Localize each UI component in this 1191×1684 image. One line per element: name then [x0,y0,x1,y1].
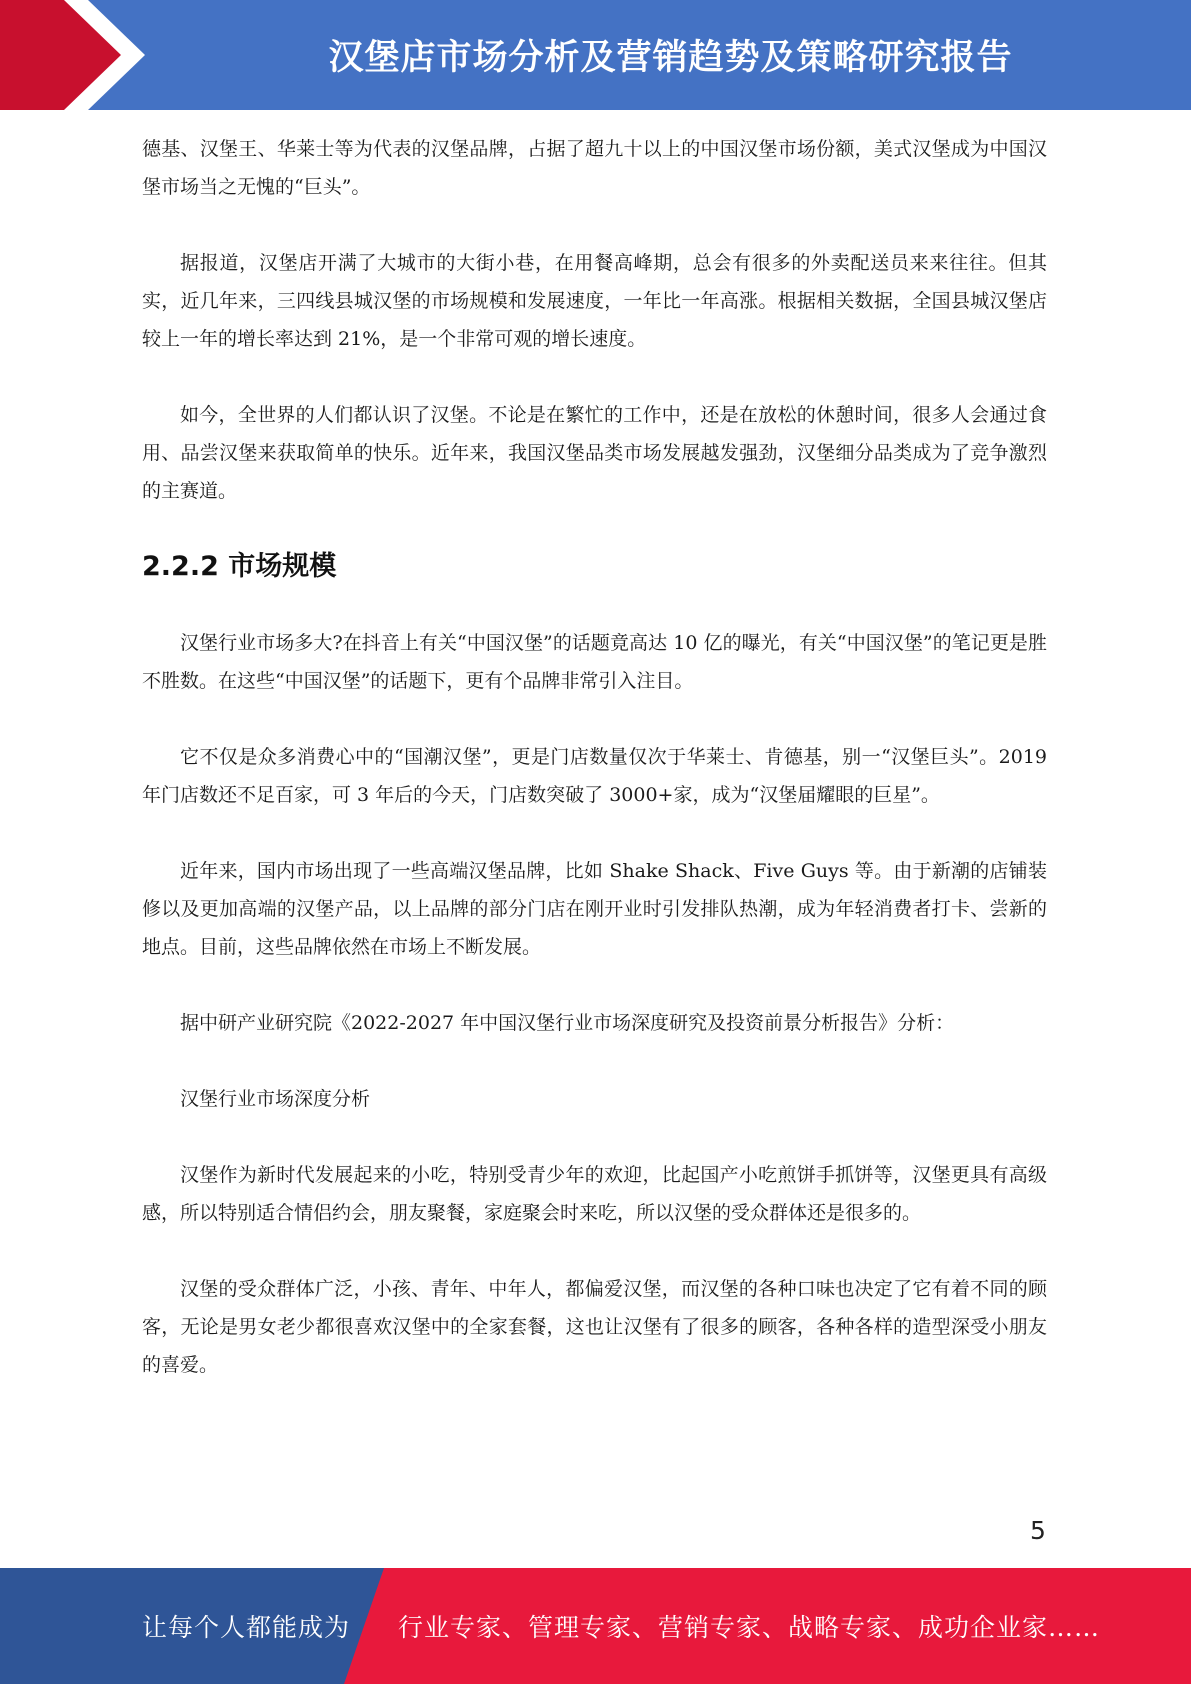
page-number: 5 [1030,1516,1046,1545]
section-heading: 2.2.2 市场规模 [142,551,337,582]
paragraph-8: 汉堡行业市场深度分析 [180,1088,371,1110]
footer-slogan-left: 让每个人都能成为 [142,1613,351,1642]
paragraph-5: 它不仅是众多消费心中的“国潮汉堡”，更是门店数量仅次于华莱士、肯德基，别一“汉堡巨头”。2019 年门店数还不足百家，可 3 年后的今天，门店数突破了 3000+家，成为“汉堡届耀眼的巨星”。 [142,746,1047,806]
paragraph-3: 如今，全世界的人们都认识了汉堡。不论是在繁忙的工作中，还是在放松的休憩时间，很多人会通过食用、品尝汉堡来获取简单的快乐。近年来，我国汉堡品类市场发展越发强劲，汉堡细分品类成为了竞争激烈的主赛道。 [142,404,1047,502]
paragraph-9: 汉堡作为新时代发展起来的小吃，特别受青少年的欢迎，比起国产小吃煎饼手抓饼等，汉堡更具有高级感，所以特别适合情侣约会，朋友聚餐，家庭聚会时来吃，所以汉堡的受众群体还是很多的。 [142,1164,1047,1224]
paragraph-2: 据报道，汉堡店开满了大城市的大街小巷，在用餐高峰期，总会有很多的外卖配送员来来往往。但其实，近几年来，三四线县城汉堡的市场规模和发展速度，一年比一年高涨。根据相关数据，全国县城汉堡店较上一年的增长率达到 21%，是一个非常可观的增长速度。 [142,252,1047,350]
footer-slogan-right: 行业专家、管理专家、营销专家、战略专家、成功企业家…… [398,1613,1101,1642]
header-arrow-accent [0,0,160,110]
page-header [0,0,1191,110]
paragraph-1: 德基、汉堡王、华莱士等为代表的汉堡品牌，占据了超九十以上的中国汉堡市场份额，美式汉堡成为中国汉堡市场当之无愧的“巨头”。 [142,138,1047,198]
paragraph-10: 汉堡的受众群体广泛，小孩、青年、中年人，都偏爱汉堡，而汉堡的各种口味也决定了它有着不同的顾客，无论是男女老少都很喜欢汉堡中的全家套餐，这也让汉堡有了很多的顾客，各种各样的造型深受小朋友的喜爱。 [142,1278,1047,1376]
paragraph-7: 据中研产业研究院《2022-2027 年中国汉堡行业市场深度研究及投资前景分析报告》分析： [180,1012,955,1034]
paragraph-6: 近年来，国内市场出现了一些高端汉堡品牌，比如 Shake Shack、Five Guys 等。由于新潮的店铺装修以及更加高端的汉堡产品，以上品牌的部分门店在刚开业时引发排队热潮，成为年轻消费者打卡、尝新的地点。目前，这些品牌依然在市场上不断发展。 [142,860,1047,958]
paragraph-4: 汉堡行业市场多大?在抖音上有关“中国汉堡”的话题竟高达 10 亿的曝光，有关“中国汉堡”的笔记更是胜不胜数。在这些“中国汉堡”的话题下，更有个品牌非常引入注目。 [142,632,1047,692]
page-title: 汉堡店市场分析及营销趋势及策略研究报告 [328,38,1013,78]
page-footer [0,1568,1191,1684]
document-body [142,130,1047,1422]
